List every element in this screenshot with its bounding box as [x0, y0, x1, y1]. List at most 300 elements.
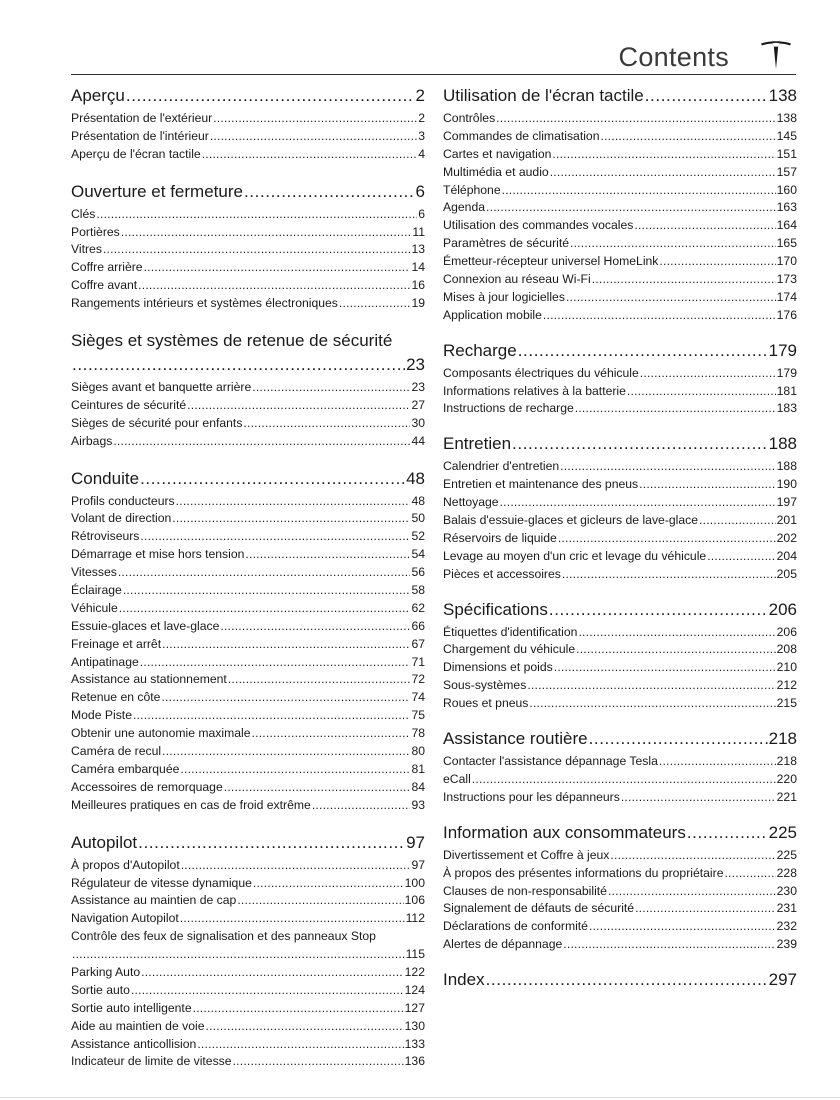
toc-entry-page: 138: [776, 111, 797, 125]
toc-entry[interactable]: [71, 128, 425, 146]
toc-entry-label: Mises à jour logicielles: [443, 289, 565, 304]
toc-entry-page: 190: [776, 477, 797, 492]
toc-entry-label: Clauses de non-responsabilité: [443, 883, 607, 898]
dot-leader: [552, 146, 775, 164]
toc-entry[interactable]: [71, 982, 425, 1000]
toc-entry-page: 112: [405, 911, 425, 926]
toc-entry-label: Freinage et arrêt: [71, 636, 162, 651]
toc-entry-label: Agenda: [443, 200, 486, 215]
toc-entry-page: 54: [411, 547, 425, 562]
toc-entry[interactable]: [443, 400, 797, 418]
toc-entry[interactable]: [71, 206, 425, 224]
toc-entry[interactable]: [443, 900, 797, 918]
toc-entry-label: Airbags: [71, 433, 113, 448]
dot-leader: [131, 982, 404, 1000]
toc-entry[interactable]: [71, 600, 425, 618]
toc-entry-page: 74: [411, 690, 425, 705]
dot-leader: [502, 182, 776, 200]
toc-entry-page: 157: [776, 164, 797, 179]
dot-leader: [181, 857, 411, 875]
toc-entry-label: Déclarations de conformité: [443, 919, 588, 934]
toc-entry[interactable]: [71, 241, 425, 259]
toc-entry-label: Aperçu de l'écran tactile: [71, 146, 201, 161]
toc-entry-page: 170: [776, 254, 797, 269]
toc-entry-label: Calendrier d'entretien: [443, 459, 560, 474]
toc-entry-page: 221: [776, 789, 797, 804]
toc-entry[interactable]: [71, 725, 425, 743]
dot-leader: [486, 199, 776, 217]
dot-leader: [659, 753, 776, 771]
toc-entry[interactable]: [71, 546, 425, 564]
toc-entry[interactable]: [71, 875, 425, 893]
toc-entry-label: Meilleures pratiques en cas de froid extrême: [71, 797, 311, 812]
toc-entry[interactable]: [71, 510, 425, 528]
toc-entry-page: 67: [411, 636, 425, 651]
section-title[interactable]: [71, 180, 425, 204]
toc-entry[interactable]: [443, 659, 797, 677]
toc-entry-label: Assistance au stationnement: [71, 672, 227, 687]
toc-entry[interactable]: [71, 110, 425, 128]
toc-entry[interactable]: [71, 295, 425, 313]
toc-entry[interactable]: [71, 910, 425, 928]
toc-entry-label: Application mobile: [443, 307, 542, 322]
toc-entry-page: 27: [411, 397, 425, 412]
dot-leader: [161, 689, 410, 707]
dot-leader: [220, 618, 410, 636]
toc-entry[interactable]: [71, 277, 425, 295]
toc-entry-page: 188: [776, 459, 797, 474]
toc-entry[interactable]: [443, 476, 797, 494]
toc-entry-label: Ceintures de sécurité: [71, 397, 187, 412]
dot-leader: [575, 400, 776, 418]
toc-entry-page: 44: [411, 433, 425, 448]
toc-entry-label: À propos des présentes informations du propriétaire: [443, 865, 724, 880]
toc-entry[interactable]: [71, 797, 425, 815]
toc-entry-label: Alertes de dépannage: [443, 937, 563, 952]
toc-entry[interactable]: [71, 689, 425, 707]
toc-entry-label: Sièges de sécurité pour enfants: [71, 415, 243, 430]
toc-entry[interactable]: [71, 671, 425, 689]
dot-leader: [193, 1000, 404, 1018]
section-title-page: 2: [415, 86, 425, 105]
toc-entry[interactable]: [71, 636, 425, 654]
toc-entry[interactable]: [443, 624, 797, 642]
toc-entry-page: 93: [411, 797, 425, 812]
toc-entry-page: 106: [404, 893, 425, 908]
toc-entry-page: 84: [411, 779, 425, 794]
tesla-logo-icon: [760, 40, 792, 70]
toc-entry-page: 215: [776, 696, 797, 711]
toc-entry-page: 80: [411, 744, 425, 759]
toc-entry-label: Instructions de recharge: [443, 401, 574, 416]
toc-entry-label: Nettoyage: [443, 495, 499, 510]
toc-entry-page: 205: [776, 566, 797, 581]
dot-leader: [123, 582, 411, 600]
toc-entry-label: Rangements intérieurs et systèmes électroniques: [71, 296, 338, 311]
dot-leader: [687, 821, 768, 845]
dot-leader: [180, 761, 410, 779]
toc-entry[interactable]: [443, 789, 797, 807]
toc-entry-label: Présentation de l'intérieur: [71, 128, 209, 143]
toc-entry[interactable]: [71, 743, 425, 761]
section-title-page: 188: [768, 434, 797, 454]
toc-entry-label: Retenue en côte: [71, 690, 161, 705]
toc-entry-page: 176: [776, 307, 797, 322]
toc-entry-label: À propos d'Autopilot: [71, 857, 180, 872]
toc-entry[interactable]: [71, 857, 425, 875]
toc-entry[interactable]: [443, 548, 797, 566]
dot-leader: [659, 253, 775, 271]
toc-entry[interactable]: [443, 641, 797, 659]
toc-entry[interactable]: [71, 964, 425, 982]
toc-entry[interactable]: [71, 146, 425, 164]
toc-entry[interactable]: [443, 182, 797, 200]
toc-entry-label: Présentation de l'extérieur: [71, 111, 213, 125]
dot-leader: [162, 743, 410, 761]
toc-entry[interactable]: [443, 199, 797, 217]
toc-entry-page: 19: [411, 296, 425, 311]
section-title[interactable]: [443, 432, 797, 456]
toc-entry-label: eCall: [443, 771, 471, 786]
section-title[interactable]: [443, 339, 797, 363]
toc-entry-label: Commandes de climatisation: [443, 128, 600, 143]
toc-section: [443, 821, 797, 954]
toc-entry[interactable]: [443, 936, 797, 954]
dot-leader: [252, 379, 410, 397]
dot-leader: [529, 695, 775, 713]
toc-entry-page: 23: [411, 380, 425, 395]
toc-entry[interactable]: [71, 259, 425, 277]
toc-entry-page: 183: [776, 401, 797, 416]
toc-entry[interactable]: [443, 530, 797, 548]
section-title-label: Entretien: [443, 434, 512, 454]
toc-entry-page: 239: [776, 937, 797, 952]
toc-entry-page: 130: [404, 1018, 425, 1033]
toc-entry[interactable]: [443, 146, 797, 164]
header-divider: [71, 74, 796, 75]
toc-entry[interactable]: [443, 164, 797, 182]
dot-leader: [550, 164, 776, 182]
toc-entry[interactable]: [443, 365, 797, 383]
toc-entry-page: 2: [418, 111, 425, 125]
toc-entry-label: Profils conducteurs: [71, 493, 175, 508]
toc-entry-label: Vitres: [71, 242, 102, 257]
toc-entry-page: 230: [776, 883, 797, 898]
dot-leader: [210, 128, 417, 146]
toc-entry[interactable]: [443, 235, 797, 253]
toc-entry[interactable]: [71, 761, 425, 779]
toc-entry-page: 50: [411, 511, 425, 526]
toc-entry-label: Roues et pneus: [443, 696, 529, 711]
toc-entry-page: 204: [776, 548, 797, 563]
section-title[interactable]: [443, 968, 797, 992]
dot-leader: [228, 671, 411, 689]
toc-entry[interactable]: [71, 707, 425, 725]
section-title-label: Assistance routière: [443, 729, 588, 749]
toc-entry-page: 136: [404, 1054, 425, 1069]
section-title-label: Information aux consommateurs: [443, 822, 686, 842]
dot-leader: [138, 277, 410, 295]
toc-entry-page: 225: [776, 847, 797, 862]
toc-entry-page: 71: [411, 654, 425, 669]
section-title[interactable]: [443, 598, 797, 622]
toc-entry-label: Composants électriques du véhicule: [443, 365, 639, 380]
dot-leader: [224, 779, 411, 797]
toc-entry-page: 212: [776, 678, 797, 693]
dot-leader: [634, 217, 775, 235]
toc-entry-page: 228: [776, 865, 797, 880]
toc-entry[interactable]: [71, 779, 425, 797]
dot-leader: [187, 397, 410, 415]
toc-entry[interactable]: [71, 892, 425, 910]
toc-entry[interactable]: [443, 289, 797, 307]
section-title-page: 218: [768, 729, 797, 749]
section-title-label: Conduite: [71, 468, 140, 488]
section-title[interactable]: [443, 84, 797, 108]
dot-leader: [563, 936, 775, 954]
dot-leader: [138, 831, 405, 855]
section-title[interactable]: [443, 821, 797, 845]
toc-entry-label: Assistance anticollision: [71, 1036, 197, 1051]
dot-leader: [589, 727, 768, 751]
dot-leader: [560, 458, 776, 476]
toc-entry-label: Entretien et maintenance des pneus: [443, 477, 639, 492]
toc-entry[interactable]: [71, 582, 425, 600]
toc-entry-continuation[interactable]: [71, 946, 425, 964]
toc-section: [71, 467, 425, 815]
toc-entry-page: 58: [411, 583, 425, 598]
dot-leader: [172, 510, 410, 528]
toc-entry-page: 3: [418, 128, 425, 143]
toc-entry-label: Navigation Autopilot: [71, 911, 179, 926]
toc-entry-label: Informations relatives à la batterie: [443, 383, 626, 398]
toc-entry[interactable]: [71, 528, 425, 546]
toc-entry-page: 232: [776, 919, 797, 934]
dot-leader: [486, 968, 768, 992]
dot-leader: [543, 307, 776, 325]
dot-leader: [113, 433, 410, 451]
toc-entry[interactable]: [443, 771, 797, 789]
toc-entry-label: Connexion au réseau Wi-Fi: [443, 272, 591, 287]
dot-leader: [202, 146, 418, 164]
toc-entry[interactable]: [443, 753, 797, 771]
dot-leader: [237, 892, 403, 910]
toc-entry[interactable]: [443, 677, 797, 695]
toc-entry-label: Portières: [71, 224, 120, 239]
toc-entry-label: Balais d'essuie-glaces et gicleurs de lave-glace: [443, 513, 699, 528]
dot-leader: [707, 548, 775, 566]
toc-entry[interactable]: [443, 512, 797, 530]
toc-entry-label: Téléphone: [443, 182, 501, 197]
toc-entry-page: 133: [404, 1036, 425, 1051]
dot-leader: [639, 476, 776, 494]
toc-section: [443, 598, 797, 713]
toc-entry[interactable]: [443, 217, 797, 235]
toc-entry-page: 124: [404, 982, 425, 997]
toc-entry[interactable]: [443, 110, 797, 128]
footer-divider: [0, 1097, 840, 1098]
toc-entry-page: 220: [776, 771, 797, 786]
toc-entry-page: 78: [411, 726, 425, 741]
dot-leader: [253, 875, 404, 893]
dot-leader: [554, 659, 776, 677]
toc-entry-label: Accessoires de remorquage: [71, 779, 223, 794]
toc-entry-label: Rétroviseurs: [71, 529, 140, 544]
toc-entry[interactable]: [443, 566, 797, 584]
toc-entry[interactable]: [71, 654, 425, 672]
toc-entry-label: Indicateur de limite de vitesse: [71, 1054, 232, 1069]
toc-entry[interactable]: [443, 128, 797, 146]
toc-entry-label: Cartes et navigation: [443, 146, 552, 161]
toc-entry-label: Coffre avant: [71, 278, 138, 293]
section-title-page: 297: [768, 970, 797, 990]
toc-entry[interactable]: [71, 433, 425, 451]
toc-entry-page: 151: [776, 146, 797, 161]
section-title-label: Ouverture et fermeture: [71, 181, 243, 201]
toc-entry[interactable]: [71, 1018, 425, 1036]
toc-entry-page: 164: [776, 218, 797, 233]
dot-leader: [176, 493, 411, 511]
toc-entry[interactable]: [71, 415, 425, 433]
toc-entry-page: 145: [776, 128, 797, 143]
section-title-page: 97: [406, 832, 425, 852]
toc-entry[interactable]: [443, 918, 797, 936]
toc-entry[interactable]: [443, 253, 797, 271]
dot-leader: [233, 1053, 404, 1071]
toc-entry-label: Sous-systèmes: [443, 678, 527, 693]
toc-entry[interactable]: [71, 493, 425, 511]
toc-section: [71, 329, 425, 451]
toc-entry-page: 56: [411, 565, 425, 580]
dot-leader: [197, 1036, 403, 1054]
toc-entry-page: 208: [776, 642, 797, 657]
dot-leader: [578, 624, 775, 642]
toc-entry-label: Aide au maintien de voie: [71, 1018, 205, 1033]
toc-entry-label: Instructions pour les dépanneurs: [443, 789, 620, 804]
toc-entry-page: 206: [776, 624, 797, 639]
toc-section: [71, 84, 425, 164]
toc-entry-label: Dimensions et poids: [443, 660, 553, 675]
section-title-page: 138: [768, 86, 797, 105]
toc-entry-page: 48: [411, 493, 425, 508]
toc-entry-label: Régulateur de vitesse dynamique: [71, 875, 252, 890]
toc-entry[interactable]: [71, 397, 425, 415]
toc-entry[interactable]: [71, 618, 425, 636]
toc-entry[interactable]: [443, 883, 797, 901]
section-title[interactable]: [71, 467, 425, 491]
toc-entry-page: 173: [776, 272, 797, 287]
toc-entry-page: 202: [776, 530, 797, 545]
toc-entry-label: Mode Piste: [71, 708, 132, 723]
toc-entry-page: 163: [776, 200, 797, 215]
dot-leader: [566, 289, 776, 307]
toc-entry[interactable]: [443, 847, 797, 865]
toc-column-left: [71, 84, 425, 1087]
page-title: Contents: [618, 42, 729, 72]
toc-section: [443, 432, 797, 583]
toc-entry-page: 66: [411, 618, 425, 633]
dot-leader: [126, 84, 415, 108]
dot-leader: [645, 84, 768, 108]
toc-entry[interactable]: [443, 307, 797, 325]
dot-leader: [141, 964, 404, 982]
dot-leader: [244, 180, 415, 204]
dot-leader: [527, 677, 775, 695]
section-title[interactable]: [443, 727, 797, 751]
section-title-page: 225: [768, 822, 797, 842]
dot-leader: [72, 353, 405, 377]
toc-entry[interactable]: [71, 1053, 425, 1071]
dot-leader: [608, 883, 776, 901]
toc-entry-label: Sortie auto: [71, 982, 130, 997]
dot-leader: [640, 365, 776, 383]
dot-leader: [119, 600, 411, 618]
toc-entry-page: 52: [411, 529, 425, 544]
dot-leader: [621, 789, 776, 807]
toc-entry-page: 75: [411, 708, 425, 723]
section-title-label: Index: [443, 970, 485, 990]
dot-leader: [96, 206, 417, 224]
toc-entry[interactable]: [443, 271, 797, 289]
toc-section: [443, 968, 797, 992]
toc-entry-label: Multimédia et audio: [443, 164, 549, 179]
section-title[interactable]: Sièges et systèmes de retenue de sécurité: [71, 331, 393, 351]
toc-entry[interactable]: [71, 379, 425, 397]
dot-leader: [576, 641, 776, 659]
toc-entry[interactable]: [443, 695, 797, 713]
toc-column-right: [443, 84, 797, 1006]
section-title-continuation[interactable]: [71, 353, 425, 377]
toc-section: [443, 84, 797, 325]
section-title-label: Autopilot: [71, 832, 138, 852]
dot-leader: [162, 636, 410, 654]
section-title-page: 48: [406, 468, 425, 488]
toc-entry-label: Sièges avant et banquette arrière: [71, 380, 252, 395]
dot-leader: [558, 530, 776, 548]
dot-leader: [312, 797, 411, 815]
toc-entry[interactable]: [443, 383, 797, 401]
section-title[interactable]: [71, 84, 425, 108]
dot-leader: [549, 598, 768, 622]
dot-leader: [610, 847, 775, 865]
toc-entry-page: 100: [404, 875, 425, 890]
toc-entry-page: 210: [776, 660, 797, 675]
toc-entry-label: Paramètres de sécurité: [443, 236, 569, 251]
dot-leader: [635, 900, 776, 918]
toc-entry-label: Levage au moyen d'un cric et levage du véhicule: [443, 548, 707, 563]
toc-entry-page: 30: [411, 415, 425, 430]
dot-leader: [589, 918, 776, 936]
toc-section: [443, 727, 797, 807]
toc-entry[interactable]: [71, 1036, 425, 1054]
toc-entry[interactable]: [443, 494, 797, 512]
toc-entry[interactable]: [443, 865, 797, 883]
dot-leader: [121, 224, 412, 242]
section-title-page: 179: [768, 340, 797, 360]
toc-entry-label[interactable]: Contrôle des feux de signalisation et des panneaux Stop: [71, 929, 376, 944]
section-title-label: Utilisation de l'écran tactile: [443, 86, 644, 105]
toc-entry[interactable]: [443, 458, 797, 476]
toc-entry[interactable]: [71, 224, 425, 242]
toc-entry-page: 81: [411, 761, 425, 776]
toc-entry-label: Contrôles: [443, 111, 496, 125]
dot-leader: [627, 383, 776, 401]
toc-entry[interactable]: [71, 1000, 425, 1018]
toc-entry[interactable]: [71, 564, 425, 582]
toc-entry-page: 197: [776, 495, 797, 510]
toc-entry-label: Émetteur-récepteur universel HomeLink: [443, 254, 659, 269]
section-title[interactable]: [71, 831, 425, 855]
